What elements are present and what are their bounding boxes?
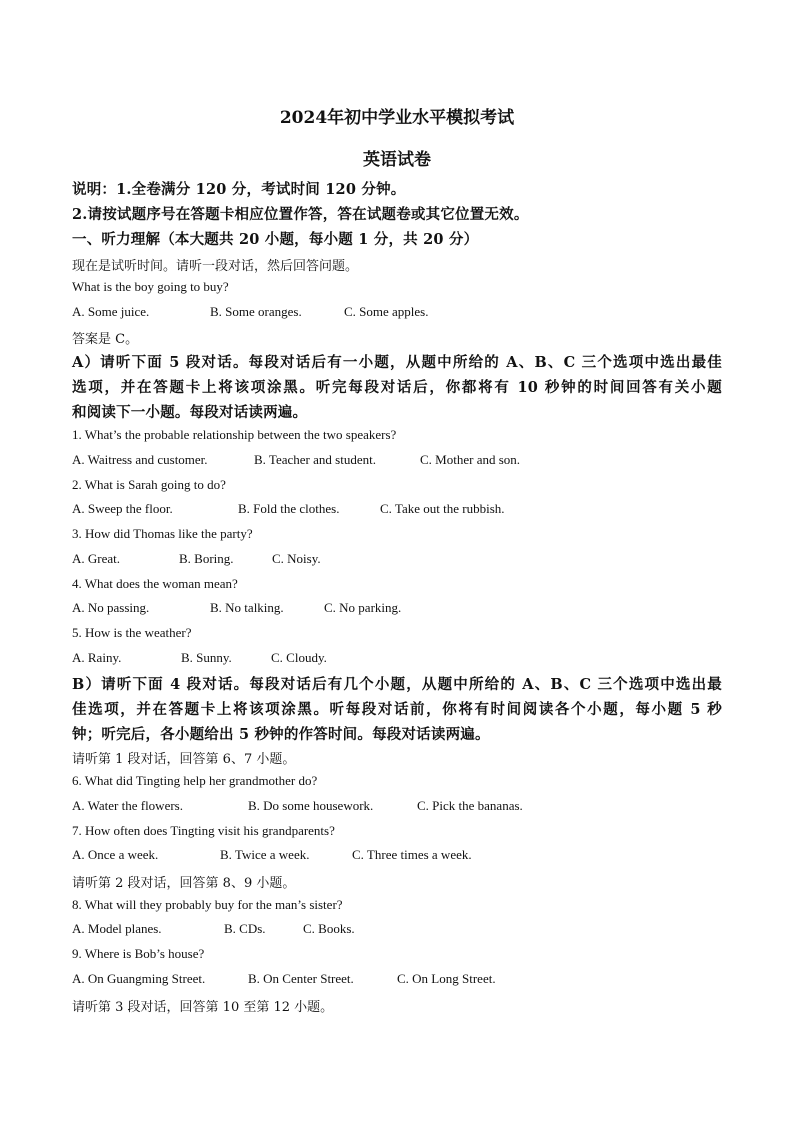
partB-instruction-3: 钟；听完后，各小题给出 5 秒钟的作答时间。每段对话读两遍。 — [72, 726, 490, 743]
option-c: C. Cloudy. — [271, 650, 327, 665]
option-b: B. CDs. — [224, 921, 266, 936]
dialogue-2-intro: 请听第 2 段对话，回答第 8、9 小题。 — [72, 876, 296, 891]
partA-instruction-1: A）请听下面 5 段对话。每段对话后有一小题，从题中所给的 A、B、C 三个选项中选出最佳 — [72, 354, 722, 371]
option-a: A. Some juice. — [72, 304, 150, 319]
option-c: C. Some apples. — [344, 304, 429, 319]
option-c: C. Pick the bananas. — [417, 798, 523, 813]
question-3: 3. How did Thomas like the party? — [72, 526, 253, 541]
option-c: C. Mother and son. — [420, 452, 521, 467]
trial-answer: 答案是 C。 — [72, 332, 139, 347]
question-4: 4. What does the woman mean? — [72, 576, 238, 591]
exam-subtitle: 英语试卷 — [363, 150, 431, 170]
instruction-line-2: 2.请按试题序号在答题卡相应位置作答，答在试题卷或其它位置无效。 — [72, 206, 529, 223]
option-c: C. Three times a week. — [352, 847, 472, 862]
option-c: C. Books. — [303, 921, 355, 936]
partA-instruction-2: 选项，并在答题卡上将该项涂黑。听完每段对话后，你都将有 10 秒钟的时间回答有关小题 — [72, 379, 722, 396]
question-5: 5. How is the weather? — [72, 625, 192, 640]
option-b: B. No talking. — [210, 600, 284, 615]
option-b: B. Do some housework. — [248, 798, 374, 813]
question-7: 7. How often does Tingting visit his grandparents? — [72, 823, 335, 838]
question-2: 2. What is Sarah going to do? — [72, 477, 226, 492]
trial-question: What is the boy going to buy? — [72, 279, 229, 294]
dialogue-3-intro: 请听第 3 段对话，回答第 10 至第 12 小题。 — [72, 1000, 334, 1015]
option-a: A. Once a week. — [72, 847, 159, 862]
option-a: A. Waitress and customer. — [72, 452, 208, 467]
option-b: B. Some oranges. — [210, 304, 302, 319]
dialogue-1-intro: 请听第 1 段对话，回答第 6、7 小题。 — [72, 752, 296, 767]
question-6: 6. What did Tingting help her grandmother do? — [72, 773, 318, 788]
option-c: C. Take out the rubbish. — [380, 501, 505, 516]
partB-instruction-2: 佳选项，并在答题卡上将该项涂黑。听每段对话前，你将有时间阅读各个小题，每小题 5 秒 — [72, 701, 722, 718]
option-a: A. Great. — [72, 551, 121, 566]
option-b: B. Boring. — [179, 551, 234, 566]
question-8: 8. What will they probably buy for the man’s sister? — [72, 897, 343, 912]
question-1: 1. What’s the probable relationship between the two speakers? — [72, 427, 397, 442]
option-a: A. Water the flowers. — [72, 798, 183, 813]
option-c: C. On Long Street. — [397, 971, 496, 986]
option-b: B. Sunny. — [181, 650, 232, 665]
option-b: B. On Center Street. — [248, 971, 354, 986]
option-a: A. Model planes. — [72, 921, 162, 936]
option-b: B. Fold the clothes. — [238, 501, 340, 516]
option-c: C. Noisy. — [272, 551, 321, 566]
option-c: C. No parking. — [324, 600, 402, 615]
partA-instruction-3: 和阅读下一小题。每段对话读两遍。 — [72, 404, 308, 421]
section-heading: 一、听力理解（本大题共 20 小题，每小题 1 分，共 20 分） — [72, 231, 479, 248]
question-9: 9. Where is Bob’s house? — [72, 946, 205, 961]
exam-title: 2024年初中学业水平模拟考试 — [279, 108, 515, 128]
option-a: A. Rainy. — [72, 650, 122, 665]
option-a: A. Sweep the floor. — [72, 501, 173, 516]
option-b: B. Teacher and student. — [254, 452, 376, 467]
instruction-line-1: 说明：1.全卷满分 120 分，考试时间 120 分钟。 — [72, 181, 406, 198]
option-a: A. No passing. — [72, 600, 150, 615]
trial-intro: 现在是试听时间。请听一段对话，然后回答问题。 — [72, 259, 359, 274]
option-a: A. On Guangming Street. — [72, 971, 206, 986]
partB-instruction-1: B）请听下面 4 段对话。每段对话后有几个小题，从题中所给的 A、B、C 三个选项中选出最 — [72, 676, 722, 693]
option-b: B. Twice a week. — [220, 847, 310, 862]
